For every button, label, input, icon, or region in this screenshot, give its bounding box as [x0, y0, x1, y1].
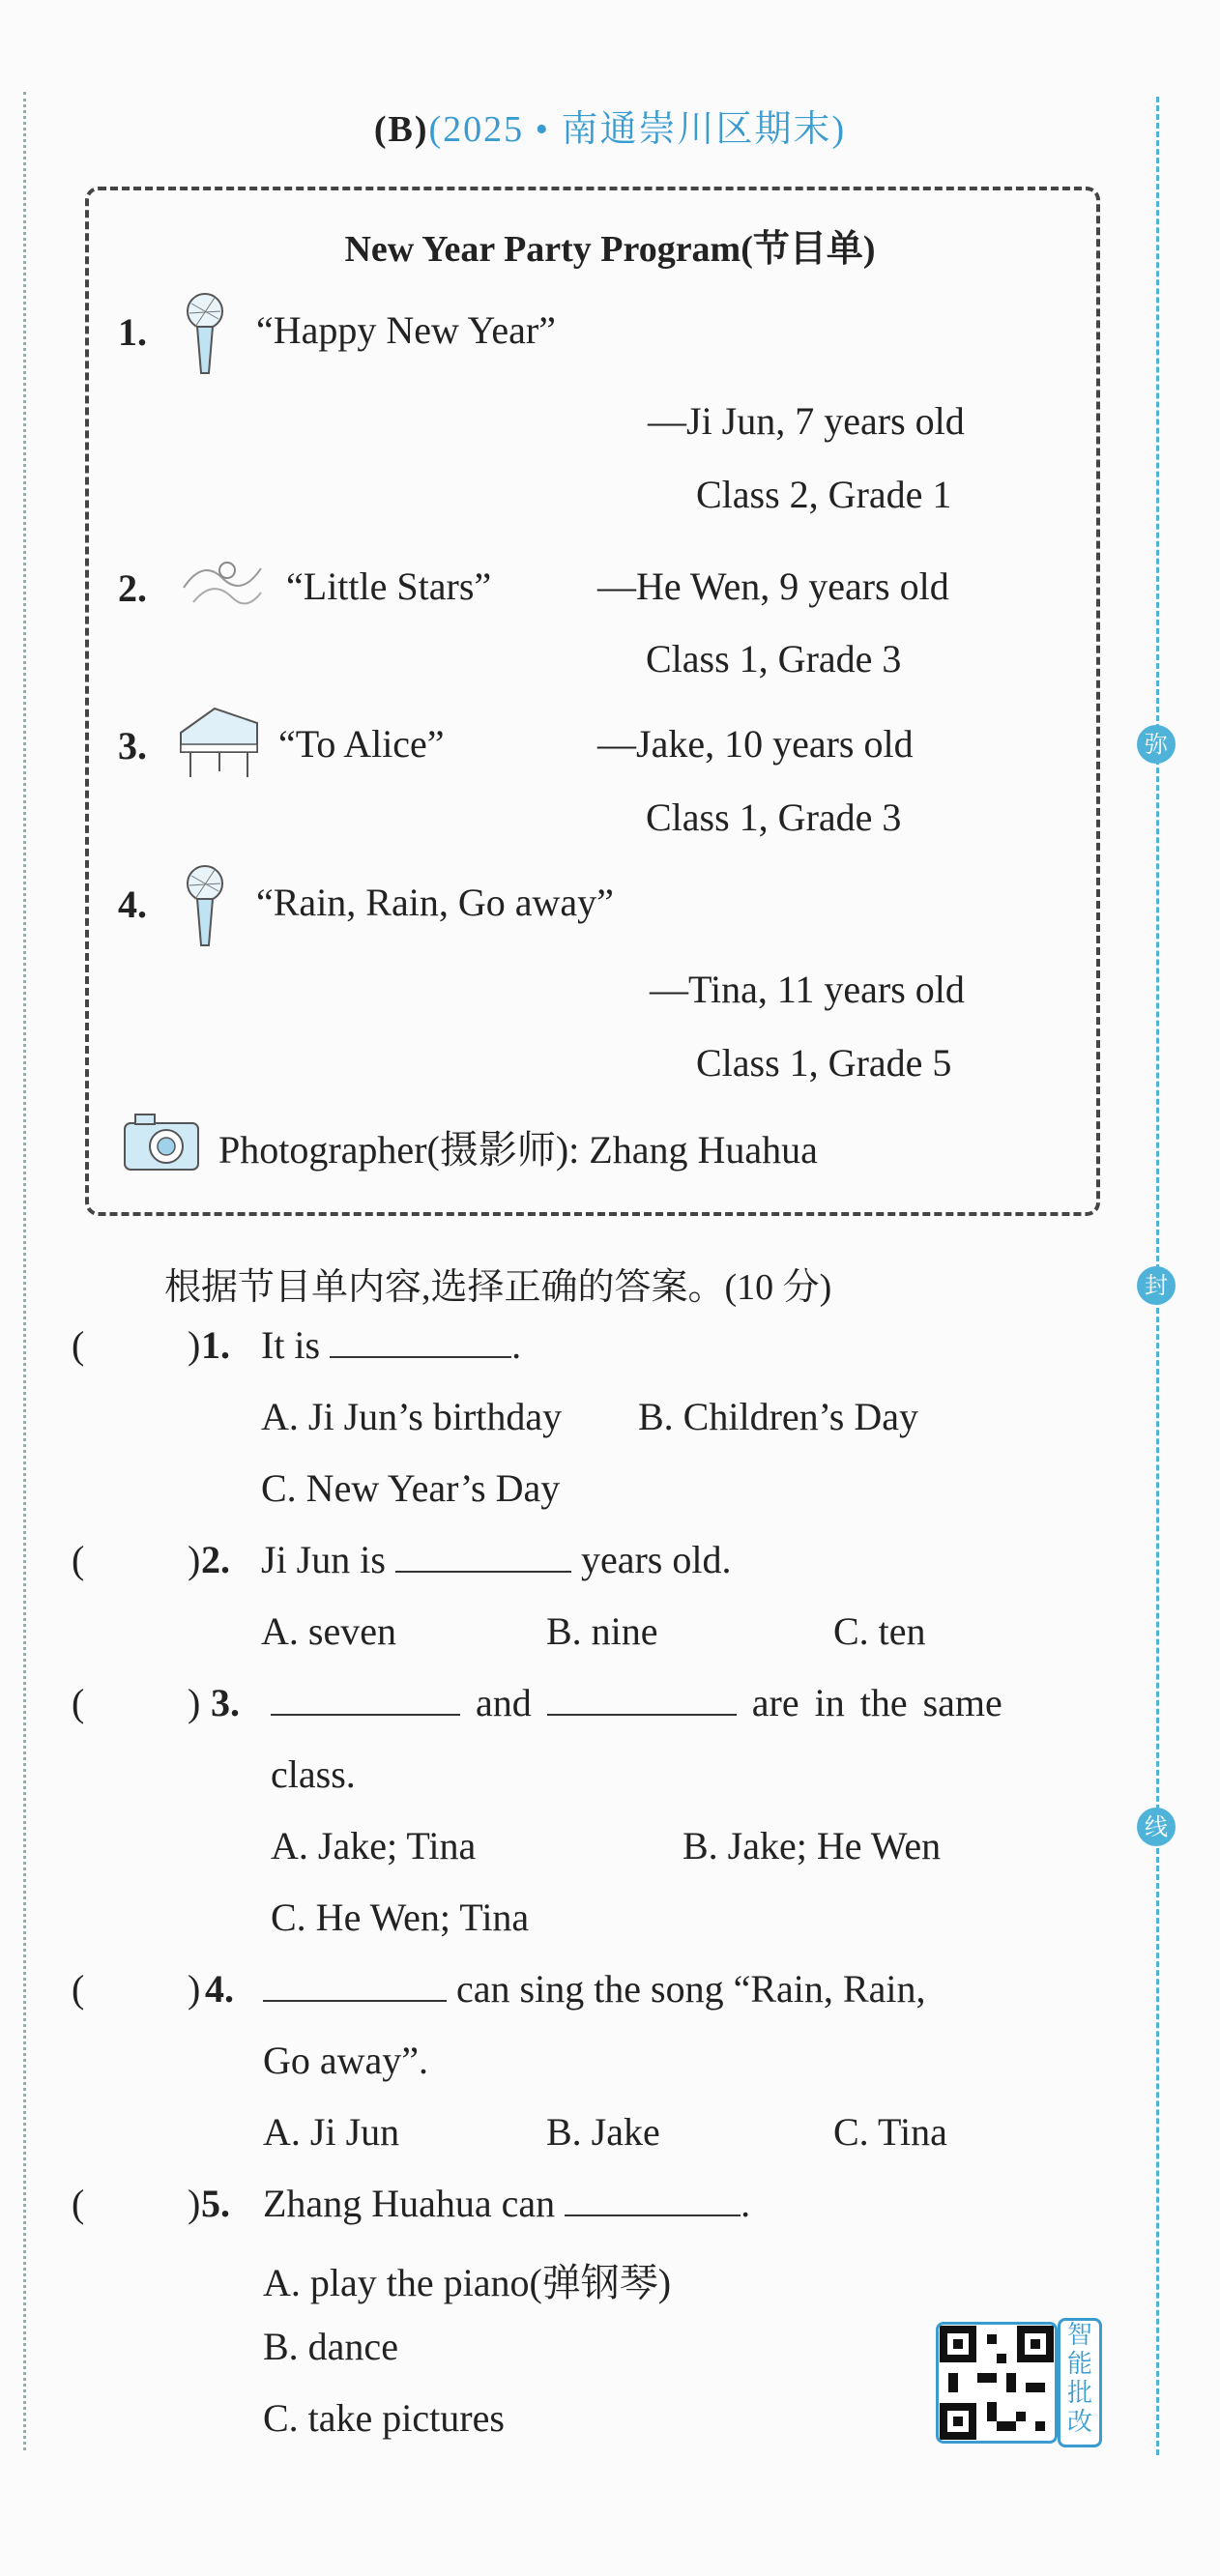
stem-end: .	[741, 2182, 751, 2225]
answer-paren-open: (	[72, 1323, 85, 1367]
option-a: A. Jake; Tina	[271, 1824, 477, 1867]
answer-blank[interactable]	[395, 1540, 571, 1573]
item-number: 2.	[118, 566, 147, 610]
answer-paren-close[interactable]: )	[188, 1967, 201, 2011]
section-label: (B)	[373, 109, 429, 150]
answer-paren-open: (	[72, 1681, 85, 1724]
stem-text: Ji Jun is	[261, 1538, 386, 1581]
class-grade: Class 1, Grade 5	[696, 1041, 952, 1085]
stem-continued: Go away”.	[263, 2039, 429, 2082]
qr-code[interactable]	[936, 2322, 1058, 2444]
photographer: Photographer(摄影师): Zhang Huahua	[218, 1128, 818, 1172]
performer: —Tina, 11 years old	[650, 968, 965, 1011]
source-label: (2025 • 南通崇川区期末)	[428, 109, 847, 150]
answer-blank[interactable]	[565, 2184, 741, 2216]
item-number: 4.	[118, 883, 147, 926]
answer-paren-open: (	[72, 2182, 85, 2225]
option-a: A. Ji Jun	[263, 2110, 400, 2154]
stem-text: It is	[261, 1323, 321, 1367]
instruction: 根据节目单内容,选择正确的答案。(10 分)	[164, 1267, 832, 1308]
performer: —He Wen, 9 years old	[597, 564, 949, 608]
question-number: 1.	[201, 1323, 230, 1367]
binding-label-2: 封	[1137, 1266, 1176, 1305]
answer-paren-close[interactable]: )	[188, 1681, 201, 1724]
stem-text: can sing the song “Rain, Rain,	[456, 1967, 926, 2011]
option-c: C. Tina	[833, 2110, 947, 2154]
option-a: A. Ji Jun’s birthday	[261, 1395, 563, 1438]
question-number: 4.	[205, 1967, 234, 2011]
binding-label-1: 弥	[1137, 725, 1176, 764]
stem-end: are in the same	[751, 1681, 1002, 1724]
song-title: “Rain, Rain, Go away”	[256, 881, 614, 924]
option-b: B. nine	[546, 1609, 658, 1653]
item-number: 1.	[118, 310, 147, 354]
class-grade: Class 1, Grade 3	[646, 637, 902, 680]
option-c: C. New Year’s Day	[261, 1466, 561, 1510]
song-title: “Happy New Year”	[256, 308, 556, 352]
left-dotted-margin	[23, 92, 26, 2450]
question-number: 2.	[201, 1538, 230, 1581]
camera-icon	[122, 1110, 201, 1173]
option-b: B. Children’s Day	[638, 1395, 918, 1438]
answer-blank[interactable]	[547, 1683, 737, 1716]
answer-paren-close[interactable]: )	[188, 1323, 201, 1367]
question-1-stem	[261, 1322, 521, 1368]
performer: —Jake, 10 years old	[597, 722, 914, 766]
option-a: A. seven	[261, 1609, 396, 1653]
stem-continued: class.	[271, 1752, 356, 1796]
stem-text: and	[476, 1681, 532, 1724]
answer-paren-open: (	[72, 1967, 85, 2011]
answer-paren-close[interactable]: )	[188, 2182, 201, 2225]
song-title: “Little Stars”	[286, 564, 492, 608]
piano-icon	[176, 704, 261, 781]
question-2-stem	[261, 1537, 731, 1582]
question-4-stem	[263, 1966, 925, 2012]
option-c: C. He Wen; Tina	[271, 1896, 530, 1939]
microphone-icon	[176, 290, 234, 377]
question-5-stem	[263, 2181, 750, 2226]
answer-blank[interactable]	[330, 1325, 511, 1358]
stem-end: years old.	[580, 1538, 732, 1581]
question-number: 5.	[201, 2182, 230, 2225]
item-number: 3.	[118, 724, 147, 767]
qr-pattern-icon	[939, 2325, 1055, 2441]
option-b: B. Jake; He Wen	[683, 1824, 942, 1867]
class-grade: Class 1, Grade 3	[646, 796, 902, 839]
question-number: 3.	[211, 1681, 240, 1724]
answer-blank[interactable]	[263, 1969, 447, 2002]
option-c: C. take pictures	[263, 2396, 505, 2440]
answer-paren-open: (	[72, 1538, 85, 1581]
option-c: C. ten	[833, 1609, 926, 1653]
option-b: B. Jake	[546, 2110, 660, 2154]
binding-label-3: 线	[1137, 1808, 1176, 1846]
dancer-icon	[174, 549, 271, 622]
microphone-icon	[176, 862, 234, 949]
qr-label: 智能批改	[1058, 2318, 1102, 2447]
stem-text: Zhang Huahua can	[263, 2182, 556, 2225]
option-a: A. play the piano(弹钢琴)	[263, 2261, 672, 2304]
class-grade: Class 2, Grade 1	[696, 473, 952, 516]
question-3-stem	[271, 1680, 1002, 1725]
program-title: New Year Party Program(节目单)	[344, 229, 876, 270]
option-b: B. dance	[263, 2325, 398, 2368]
performer: —Ji Jun, 7 years old	[648, 399, 965, 443]
section-header	[0, 99, 1220, 152]
answer-paren-close[interactable]: )	[188, 1538, 201, 1581]
stem-end: .	[511, 1323, 522, 1367]
answer-blank[interactable]	[271, 1683, 460, 1716]
song-title: “To Alice”	[278, 722, 445, 766]
